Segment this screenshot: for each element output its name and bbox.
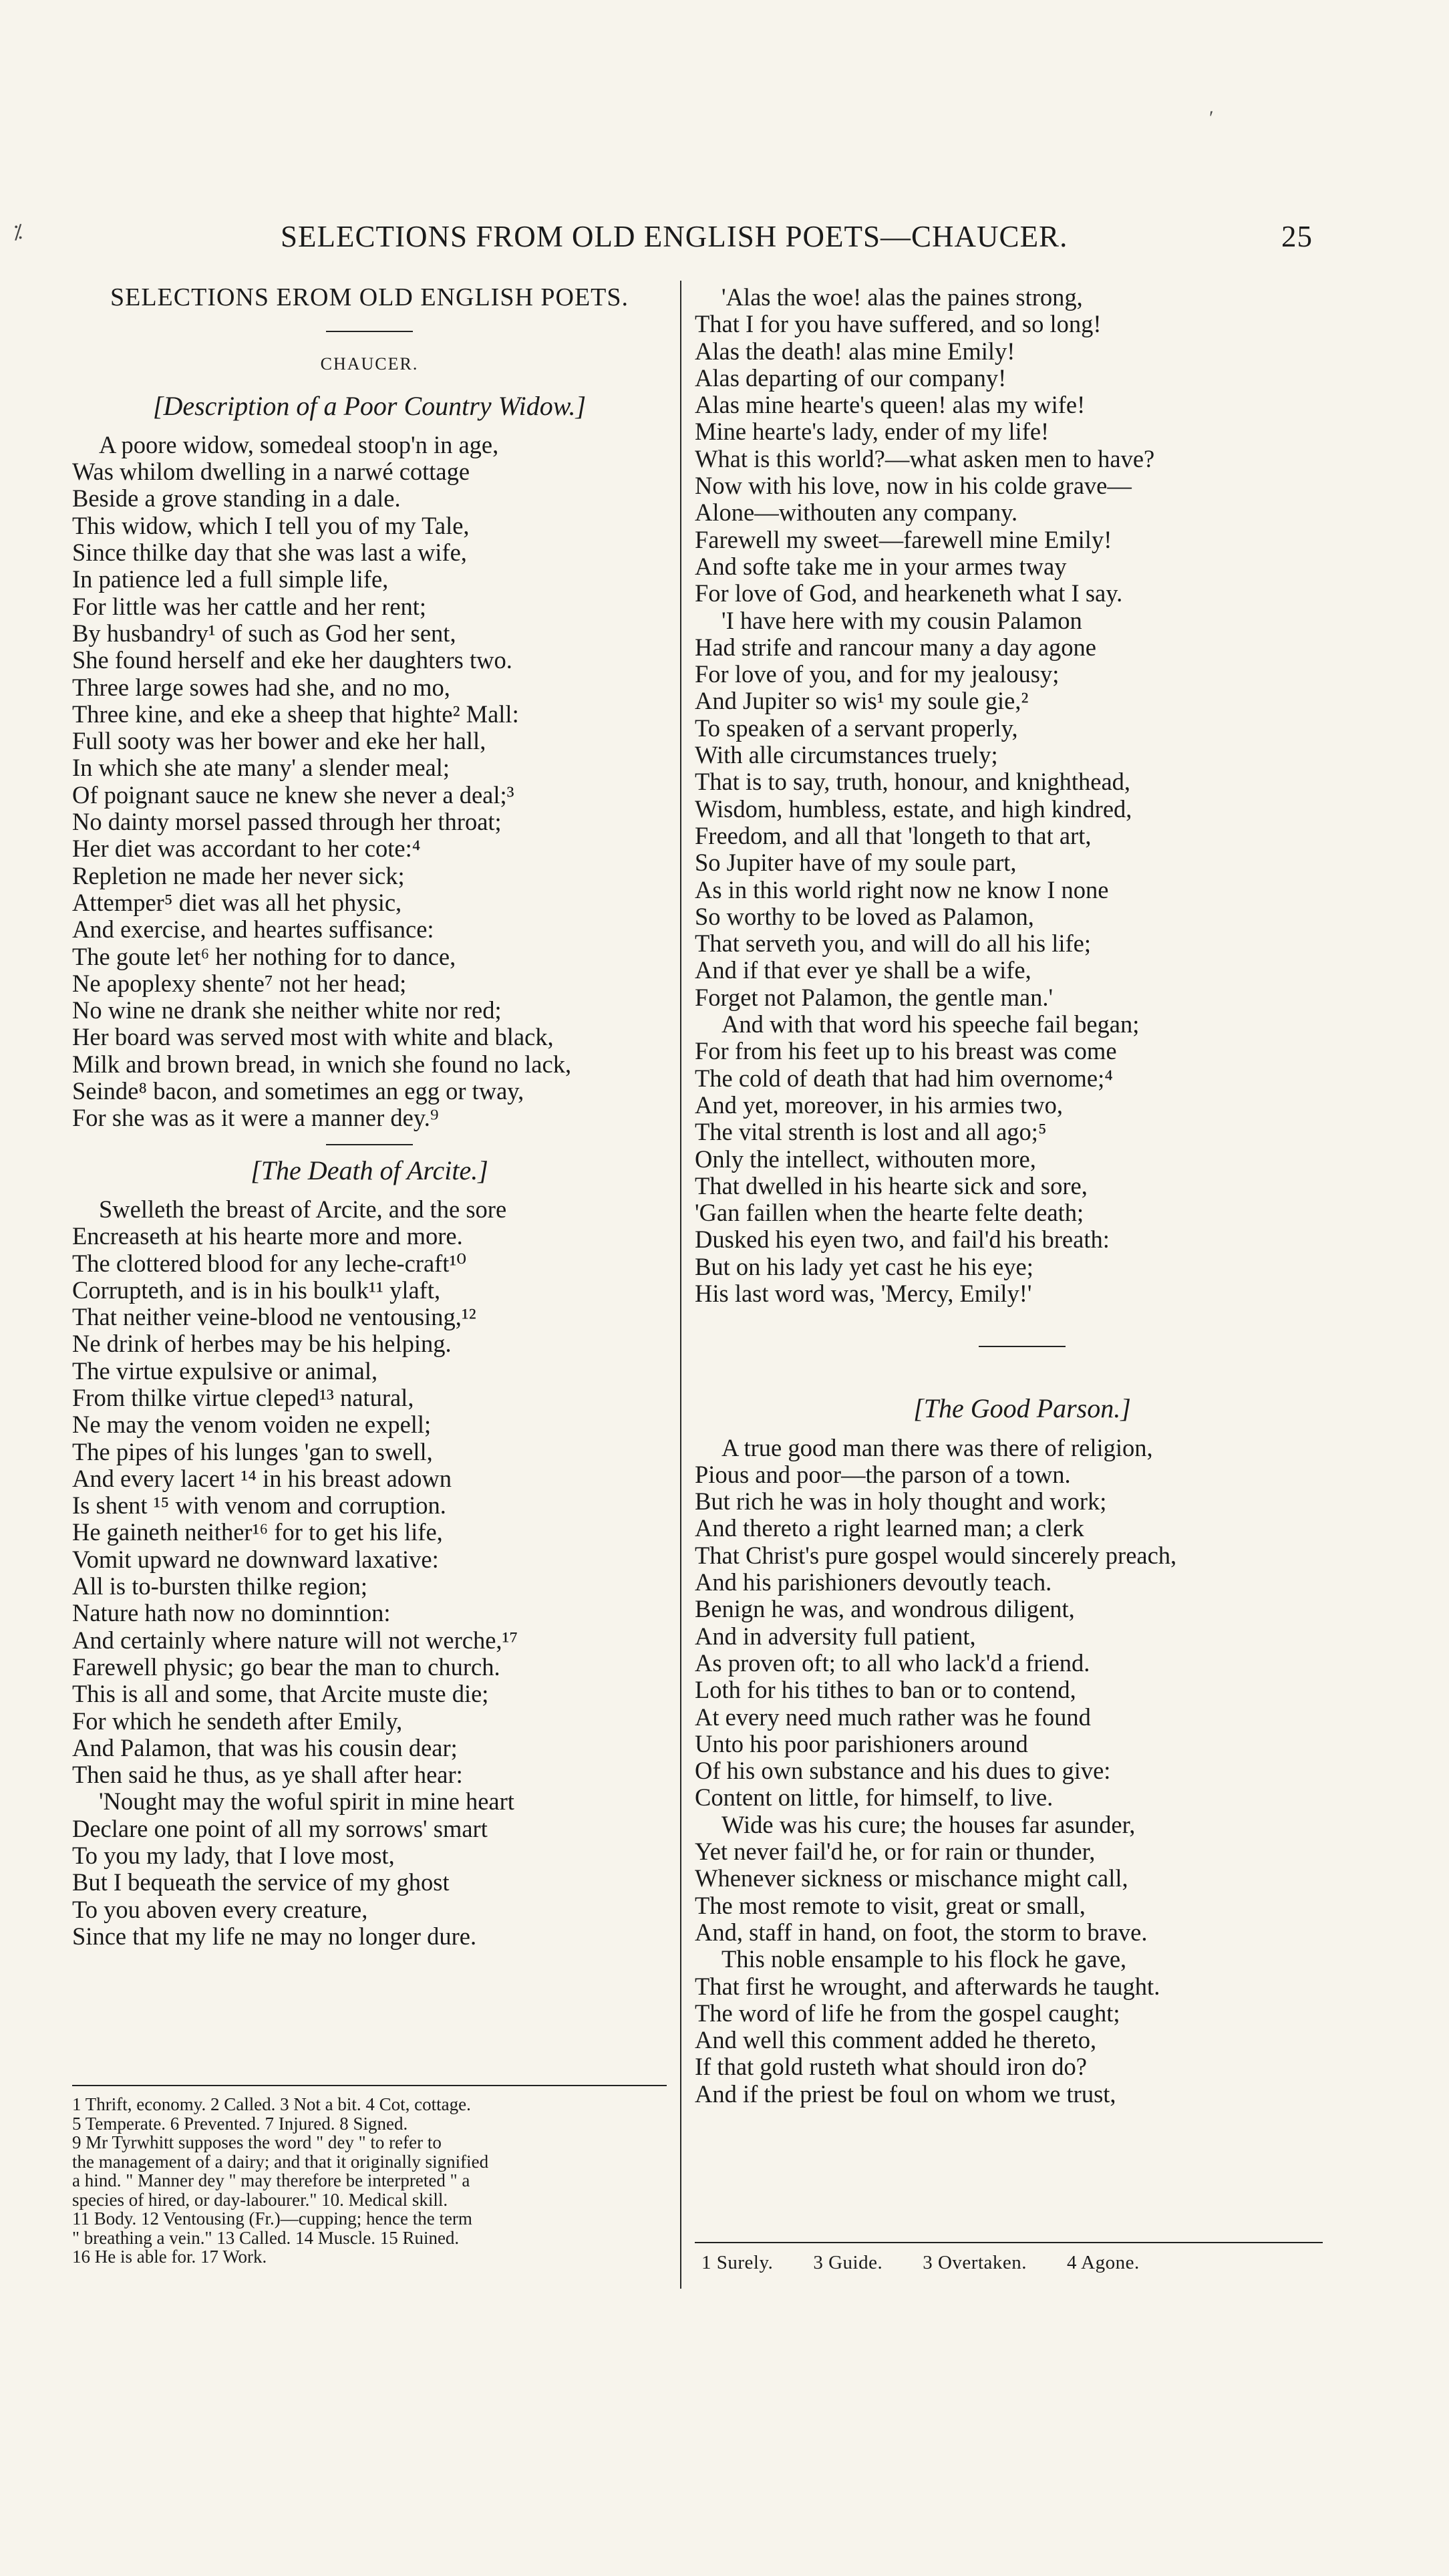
title-rule bbox=[326, 331, 413, 332]
text-line: Now with his love, now in his colde grave— bbox=[695, 472, 1132, 500]
text-line: This noble ensample to his flock he gave, bbox=[721, 1945, 1127, 1973]
text-line: Ne drink of herbes may be his helping. bbox=[72, 1330, 452, 1358]
text-line: Her diet was accordant to her cote:⁴ bbox=[72, 835, 421, 863]
text-line: That neither veine-blood ne ventousing,¹² bbox=[72, 1303, 476, 1331]
text-line: No wine ne drank she neither white nor red; bbox=[72, 996, 502, 1024]
poem-arcite-speech bbox=[72, 1788, 667, 1950]
text-line: This widow, which I tell you of my Tale, bbox=[72, 511, 470, 539]
text-line: And with that word his speeche fail began; bbox=[721, 1010, 1140, 1038]
text-line: As proven oft; to all who lack'd a friend. bbox=[695, 1649, 1090, 1677]
text-line: 11 Body. 12 Ventousing (Fr.)—cupping; hence the term bbox=[72, 2208, 472, 2229]
text-line: 16 He is able for. 17 Work. bbox=[72, 2247, 267, 2267]
text-line: And yet, moreover, in his armies two, bbox=[695, 1091, 1063, 1119]
text-line: That is to say, truth, honour, and knighthead, bbox=[695, 768, 1131, 796]
text-line: The goute let⁶ her nothing for to dance, bbox=[72, 942, 456, 970]
text-line: Mine hearte's lady, ender of my life! bbox=[695, 418, 1050, 446]
text-line: 9 Mr Tyrwhitt supposes the word " dey " to refer to bbox=[72, 2132, 442, 2152]
text-line: 1 Thrift, economy. 2 Called. 3 Not a bit. 4 Cot, cottage. bbox=[72, 2094, 471, 2114]
text-line: 'I have here with my cousin Palamon bbox=[721, 606, 1082, 634]
text-line: But I bequeath the service of my ghost bbox=[72, 1868, 450, 1896]
text-line: Loth for his tithes to ban or to contend, bbox=[695, 1676, 1076, 1704]
poem-parson-cure bbox=[695, 1812, 1349, 1946]
text-line: At every need much rather was he found bbox=[695, 1703, 1091, 1731]
text-line: What is this world?—what asken men to have? bbox=[695, 444, 1155, 472]
poem-widow bbox=[72, 432, 667, 1132]
text-line: The cold of death that had him overnome;⁴ bbox=[695, 1064, 1113, 1092]
text-line: Her board was served most with white and black, bbox=[72, 1023, 554, 1051]
text-line: Beside a grove standing in a dale. bbox=[72, 484, 401, 513]
text-line: Ne may the venom voiden ne expell; bbox=[72, 1411, 432, 1439]
text-line: In patience led a full simple life, bbox=[72, 565, 389, 593]
poem-palamon bbox=[695, 607, 1349, 1011]
text-line: But rich he was in holy thought and work; bbox=[695, 1487, 1107, 1516]
text-line: Encreaseth at his hearte more and more. bbox=[72, 1222, 463, 1250]
text-line: Had strife and rancour many a day agone bbox=[695, 633, 1096, 661]
text-line: Wisdom, humbless, estate, and high kindred, bbox=[695, 795, 1132, 823]
text-line: And, staff in hand, on foot, the storm to brave. bbox=[695, 1918, 1148, 1946]
text-line: For which he sendeth after Emily, bbox=[72, 1707, 403, 1735]
text-line: So worthy to be loved as Palamon, bbox=[695, 902, 1034, 930]
text-line: For little was her cattle and her rent; bbox=[72, 592, 427, 620]
text-line: If that gold rusteth what should iron do? bbox=[695, 2053, 1087, 2081]
text-line: Alone—withouten any company. bbox=[695, 498, 1018, 527]
poem-heading-parson: [The Good Parson.] bbox=[913, 1393, 1131, 1424]
text-line: The most remote to visit, great or small, bbox=[695, 1891, 1086, 1919]
text-line: To you my lady, that I love most, bbox=[72, 1842, 395, 1870]
text-line: He gaineth neither¹⁶ for to get his life, bbox=[72, 1518, 443, 1546]
text-line: So Jupiter have of my soule part, bbox=[695, 849, 1017, 877]
text-line: Ne apoplexy shente⁷ not her head; bbox=[72, 969, 407, 997]
text-line: For love of God, and hearkeneth what I say. bbox=[695, 579, 1123, 607]
text-line: Content on little, for himself, to live. bbox=[695, 1783, 1054, 1812]
text-line: species of hired, or day-labourer." 10. Medical skill. bbox=[72, 2189, 448, 2210]
text-line: To you aboven every creature, bbox=[72, 1895, 368, 1923]
left-column bbox=[72, 284, 667, 1950]
poem-parson-ensample bbox=[695, 1946, 1349, 2108]
text-line: That first he wrought, and afterwards he taught. bbox=[695, 1972, 1160, 2000]
text-line: Dusked his eyen two, and fail'd his breath: bbox=[695, 1226, 1110, 1254]
text-line: Only the intellect, withouten more, bbox=[695, 1145, 1036, 1173]
text-line: She found herself and eke her daughters two. bbox=[72, 646, 512, 674]
text-line: Swelleth the breast of Arcite, and the sore bbox=[99, 1195, 507, 1223]
text-line: No dainty morsel passed through her throat; bbox=[72, 808, 502, 836]
text-line: For love of you, and for my jealousy; bbox=[695, 660, 1060, 688]
text-line: Alas mine hearte's queen! alas my wife! bbox=[695, 391, 1086, 419]
text-line: For from his feet up to his breast was come bbox=[695, 1037, 1117, 1065]
text-line: Was whilom dwelling in a narwé cottage bbox=[72, 458, 470, 486]
text-line: And if that ever ye shall be a wife, bbox=[695, 956, 1031, 984]
page-number: 25 bbox=[1281, 220, 1313, 253]
text-line: Nature hath now no dominntion: bbox=[72, 1599, 391, 1627]
poem-divider-right bbox=[979, 1346, 1066, 1347]
text-line: Farewell physic; go bear the man to church. bbox=[72, 1653, 500, 1681]
text-line: And thereto a right learned man; a clerk bbox=[695, 1514, 1084, 1542]
text-line: Wide was his cure; the houses far asunder, bbox=[721, 1810, 1136, 1838]
text-line: And certainly where nature will not werche,¹⁷ bbox=[72, 1626, 518, 1654]
text-line: And if the priest be foul on whom we trust, bbox=[695, 2080, 1116, 2108]
text-line: 'Gan faillen when the hearte felte death; bbox=[695, 1199, 1084, 1227]
text-line: Of his own substance and his dues to give: bbox=[695, 1757, 1111, 1785]
text-line: With alle circumstances truely; bbox=[695, 741, 998, 769]
text-line: To speaken of a servant properly, bbox=[695, 714, 1018, 742]
text-line: By husbandry¹ of such as God her sent, bbox=[72, 619, 456, 647]
text-line: Then said he thus, as ye shall after hear: bbox=[72, 1761, 463, 1789]
text-line: The pipes of his lunges 'gan to swell, bbox=[72, 1437, 433, 1465]
text-line: And well this comment added he thereto, bbox=[695, 2026, 1097, 2054]
footnote-item: 4 Agone. bbox=[1067, 2252, 1140, 2273]
text-line: The clottered blood for any leche-craft¹⁰ bbox=[72, 1249, 467, 1277]
footnote-rule-left bbox=[72, 2085, 667, 2086]
text-line: Since thilke day that she was last a wife, bbox=[72, 539, 467, 567]
text-line: Yet never fail'd he, or for rain or thunder, bbox=[695, 1838, 1096, 1866]
text-line: The vital strenth is lost and all ago;⁵ bbox=[695, 1118, 1047, 1146]
text-line: That I for you have suffered, and so long! bbox=[695, 310, 1102, 338]
text-line: The virtue expulsive or animal, bbox=[72, 1356, 378, 1385]
spacer bbox=[695, 1307, 1349, 1334]
text-line: Declare one point of all my sorrows' smart bbox=[72, 1814, 488, 1842]
section-title: SELECTIONS EROM OLD ENGLISH POETS. bbox=[110, 283, 629, 311]
footnote-item: 3 Overtaken. bbox=[923, 2252, 1027, 2273]
text-line: 'Alas the woe! alas the paines strong, bbox=[721, 283, 1083, 311]
text-line: As in this world right now ne know I none bbox=[695, 875, 1109, 903]
text-line: Whenever sickness or mischance might call, bbox=[695, 1864, 1128, 1892]
text-line: And exercise, and heartes suffisance: bbox=[72, 915, 434, 944]
text-line: And Jupiter so wis¹ my soule gie,² bbox=[695, 687, 1029, 715]
footnote-item: 1 Surely. bbox=[701, 2252, 774, 2273]
poem-death bbox=[695, 1011, 1349, 1307]
footnote-rule-right bbox=[695, 2242, 1323, 2243]
text-line: Forget not Palamon, the gentle man.' bbox=[695, 983, 1054, 1011]
text-line: This is all and some, that Arcite muste die; bbox=[72, 1680, 489, 1708]
running-title: SELECTIONS FROM OLD ENGLISH POETS—CHAUCER. bbox=[281, 220, 1068, 253]
text-line: a hind. " Manner dey " may therefore be interpreted " a bbox=[72, 2170, 470, 2190]
text-line: the management of a dairy; and that it originally signified bbox=[72, 2151, 489, 2172]
poem-parson bbox=[695, 1435, 1349, 1812]
text-line: Three large sowes had she, and no mo, bbox=[72, 673, 450, 701]
text-line: Farewell my sweet—farewell mine Emily! bbox=[695, 525, 1112, 553]
text-line: Seinde⁸ bacon, and sometimes an egg or tway, bbox=[72, 1077, 524, 1105]
footnotes-right bbox=[701, 2252, 1316, 2274]
text-line: Is shent ¹⁵ with venom and corruption. bbox=[72, 1491, 446, 1520]
text-line: In which she ate many' a slender meal; bbox=[72, 754, 450, 782]
text-line: His last word was, 'Mercy, Emily!' bbox=[695, 1279, 1032, 1307]
text-line: That dwelled in his hearte sick and sore, bbox=[695, 1171, 1088, 1199]
text-line: Vomit upward ne downward laxative: bbox=[72, 1545, 439, 1573]
text-line: That Christ's pure gospel would sincerely preach, bbox=[695, 1541, 1177, 1569]
text-line: Corrupteth, and is in his boulk¹¹ ylaft, bbox=[72, 1276, 441, 1304]
text-line: Milk and brown bread, in wnich she found no lack, bbox=[72, 1050, 572, 1078]
text-line: 5 Temperate. 6 Prevented. 7 Injured. 8 Signed. bbox=[72, 2113, 408, 2134]
text-line: 'Nought may the woful spirit in mine heart bbox=[99, 1787, 514, 1816]
text-line: Repletion ne made her never sick; bbox=[72, 861, 405, 889]
poem-heading-arcite: [The Death of Arcite.] bbox=[251, 1155, 488, 1185]
right-column bbox=[695, 284, 1349, 2108]
poem-arcite-speech-cont bbox=[695, 284, 1349, 607]
text-line: Since that my life ne may no longer dure. bbox=[72, 1922, 477, 1950]
text-line: Pious and poor—the parson of a town. bbox=[695, 1460, 1071, 1488]
column-rule bbox=[680, 281, 681, 2289]
text-line: Alas the death! alas mine Emily! bbox=[695, 337, 1015, 365]
poem-divider bbox=[326, 1144, 413, 1145]
text-line: And his parishioners devoutly teach. bbox=[695, 1568, 1052, 1596]
footnote-item: 3 Guide. bbox=[813, 2252, 883, 2273]
poem-heading-widow: [Description of a Poor Country Widow.] bbox=[152, 390, 587, 421]
text-line: A poore widow, somedeal stoop'n in age, bbox=[99, 430, 499, 458]
spacer bbox=[695, 1359, 1349, 1386]
text-line: And softe take me in your armes tway bbox=[695, 552, 1067, 580]
text-line: The word of life he from the gospel caught; bbox=[695, 1999, 1120, 2027]
text-line: Benign he was, and wondrous diligent, bbox=[695, 1595, 1075, 1623]
margin-mark-icon: ⁒ bbox=[13, 221, 23, 243]
text-line: From thilke virtue cleped¹³ natural, bbox=[72, 1383, 414, 1411]
text-line: Three kine, and eke a sheep that highte² Mall: bbox=[72, 700, 519, 728]
text-line: " breathing a vein." 13 Called. 14 Muscle. 15 Ruined. bbox=[72, 2227, 460, 2248]
poem-arcite bbox=[72, 1196, 667, 1789]
footnotes-left bbox=[72, 2095, 667, 2267]
text-line: And in adversity full patient, bbox=[695, 1622, 976, 1650]
text-line: For she was as it were a manner dey.⁹ bbox=[72, 1104, 439, 1132]
author-heading: CHAUCER. bbox=[320, 354, 419, 374]
text-line: Alas departing of our company! bbox=[695, 364, 1007, 392]
text-line: That serveth you, and will do all his life; bbox=[695, 929, 1092, 958]
text-line: All is to-bursten thilke region; bbox=[72, 1572, 367, 1600]
text-line: Unto his poor parishioners around bbox=[695, 1729, 1028, 1757]
text-line: Of poignant sauce ne knew she never a deal;³ bbox=[72, 780, 514, 809]
text-line: But on his lady yet cast he his eye; bbox=[695, 1252, 1033, 1280]
text-line: And every lacert ¹⁴ in his breast adown bbox=[72, 1464, 452, 1492]
text-line: A true good man there was there of religion, bbox=[721, 1433, 1153, 1461]
text-line: Freedom, and all that 'longeth to that art, bbox=[695, 821, 1092, 849]
text-line: Full sooty was her bower and eke her hall, bbox=[72, 727, 486, 755]
margin-mark-icon: ʹ bbox=[1209, 107, 1214, 129]
text-line: And Palamon, that was his cousin dear; bbox=[72, 1733, 458, 1761]
text-line: Attemper⁵ diet was all het physic, bbox=[72, 888, 402, 916]
